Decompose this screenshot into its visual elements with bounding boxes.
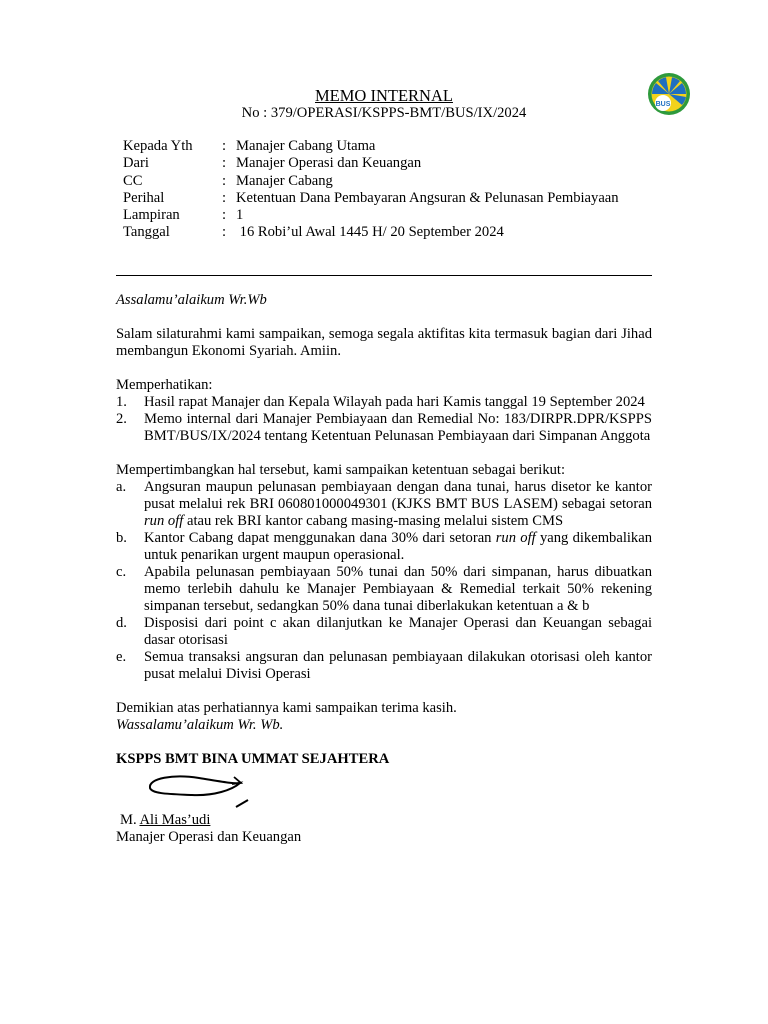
list-item bbox=[116, 615, 652, 649]
header-label: Tanggal bbox=[123, 224, 170, 241]
header-value: Manajer Cabang Utama bbox=[236, 138, 376, 154]
closing-line: Demikian atas perhatiannya kami sampaikan terima kasih. bbox=[116, 700, 457, 716]
header-row-subject bbox=[123, 190, 619, 207]
header-colon: : bbox=[222, 224, 227, 241]
header-colon: : bbox=[222, 207, 227, 224]
memo-title: MEMO INTERNAL bbox=[315, 86, 453, 105]
header-label: Dari bbox=[123, 155, 149, 172]
provisions-heading: Mempertimbangkan hal tersebut, kami sampaikan ketentuan sebagai berikut: bbox=[116, 462, 566, 478]
document-number: No : 379/OPERASI/KSPPS-BMT/BUS/IX/2024 bbox=[241, 105, 527, 121]
header-colon: : bbox=[222, 189, 227, 206]
header-label: CC bbox=[123, 172, 143, 189]
intro-paragraph: Salam silaturahmi kami sampaikan, semoga segala aktifitas kita termasuk bagian dari Jihad membangun Ekonomi Syariah. Amiin. bbox=[116, 326, 652, 359]
list-item bbox=[116, 649, 652, 683]
considering-heading: Memperhatikan: bbox=[116, 377, 213, 393]
list-text: Disposisi dari point c akan dilanjutkan ke Manajer Operasi dan Keuangan sebagai dasar otorisasi bbox=[144, 615, 652, 648]
list-item bbox=[116, 394, 652, 411]
list-marker: e. bbox=[116, 649, 127, 665]
header-row-cc bbox=[123, 173, 619, 190]
list-marker: c. bbox=[116, 564, 127, 580]
signature-image bbox=[144, 770, 254, 812]
list-item bbox=[116, 530, 652, 564]
list-item bbox=[116, 564, 652, 615]
signer-title: Manajer Operasi dan Keuangan bbox=[116, 829, 302, 845]
header-value: 16 Robi’ul Awal 1445 H/ 20 September 2024 bbox=[236, 224, 504, 241]
list-text: Semua transaksi angsuran dan pelunasan pembiayaan dilakukan otorisasi oleh kantor pusat melalui Divisi Operasi bbox=[144, 649, 652, 682]
text-part: Kantor Cabang dapat menggunakan dana 30% dari setoran bbox=[144, 530, 496, 546]
header-label: Kepada Yth bbox=[123, 138, 193, 154]
signer-prefix: M. bbox=[120, 812, 140, 828]
header-divider bbox=[116, 275, 652, 276]
header-row-recipient bbox=[123, 138, 619, 155]
signer-name-underlined: Ali Mas’udi bbox=[139, 812, 211, 828]
logo-text: BUS bbox=[655, 101, 671, 108]
header-row-date bbox=[123, 224, 619, 241]
list-text bbox=[144, 479, 652, 530]
header-colon: : bbox=[222, 155, 227, 172]
header-value: Ketentuan Dana Pembayaran Angsuran & Pelunasan Pembiayaan bbox=[236, 189, 619, 206]
header-label: Perihal bbox=[123, 189, 165, 206]
header-colon: : bbox=[222, 138, 227, 154]
farewell: Wassalamu’alaikum Wr. Wb. bbox=[116, 717, 284, 733]
list-marker: d. bbox=[116, 615, 127, 631]
list-text: Hasil rapat Manajer dan Kepala Wilayah pada hari Kamis tanggal 19 September 2024 bbox=[144, 394, 645, 410]
memo-header-fields bbox=[123, 138, 619, 242]
header-value: 1 bbox=[236, 207, 244, 224]
list-text: Memo internal dari Manajer Pembiayaan dan Remedial No: 183/DIRPR.DPR/KSPPS BMT/BUS/IX/2024 tentang Ketentuan Pelunasan Pembiayaan dari Simpanan Anggota bbox=[144, 411, 652, 444]
text-part: atau rek BRI kantor cabang masing-masing melalui sistem CMS bbox=[183, 513, 564, 529]
text-part: yang dikembalikan untuk penarikan urgent maupun operasional. bbox=[144, 530, 652, 563]
list-item bbox=[116, 411, 652, 445]
list-marker: 1. bbox=[116, 394, 127, 410]
header-row-sender bbox=[123, 155, 619, 172]
italic-term: run off bbox=[495, 530, 536, 546]
list-marker: a. bbox=[116, 479, 127, 495]
memo-body bbox=[116, 292, 652, 846]
header-row-attachment bbox=[123, 207, 619, 224]
header-label: Lampiran bbox=[123, 207, 180, 224]
greeting: Assalamu’alaikum Wr.Wb bbox=[116, 292, 267, 308]
text-part: Angsuran maupun pelunasan pembiayaan dengan dana tunai, harus disetor ke kantor pusat melalui rek BRI 060801000049301 (KJKS BMT BUS LASEM) sebagai setoran bbox=[144, 479, 652, 512]
signer-name bbox=[120, 812, 652, 829]
list-text bbox=[144, 530, 652, 564]
header-colon: : bbox=[222, 172, 227, 189]
list-marker: 2. bbox=[116, 411, 127, 427]
list-text: Apabila pelunasan pembiayaan 50% tunai dan 50% dari simpanan, harus dibuatkan memo terlebih dahulu ke Manajer Pembiayaan & Remedial terkait 50% rekening simpanan tersebut, sedangkan 50% dana tunai diberlakukan ketentuan a & b bbox=[144, 564, 652, 614]
italic-term: run off bbox=[144, 513, 184, 529]
header-value: Manajer Cabang bbox=[236, 172, 333, 189]
organization-name: KSPPS BMT BINA UMMAT SEJAHTERA bbox=[116, 751, 390, 767]
header-value: Manajer Operasi dan Keuangan bbox=[236, 155, 422, 172]
list-marker: b. bbox=[116, 530, 127, 546]
list-item bbox=[116, 479, 652, 530]
